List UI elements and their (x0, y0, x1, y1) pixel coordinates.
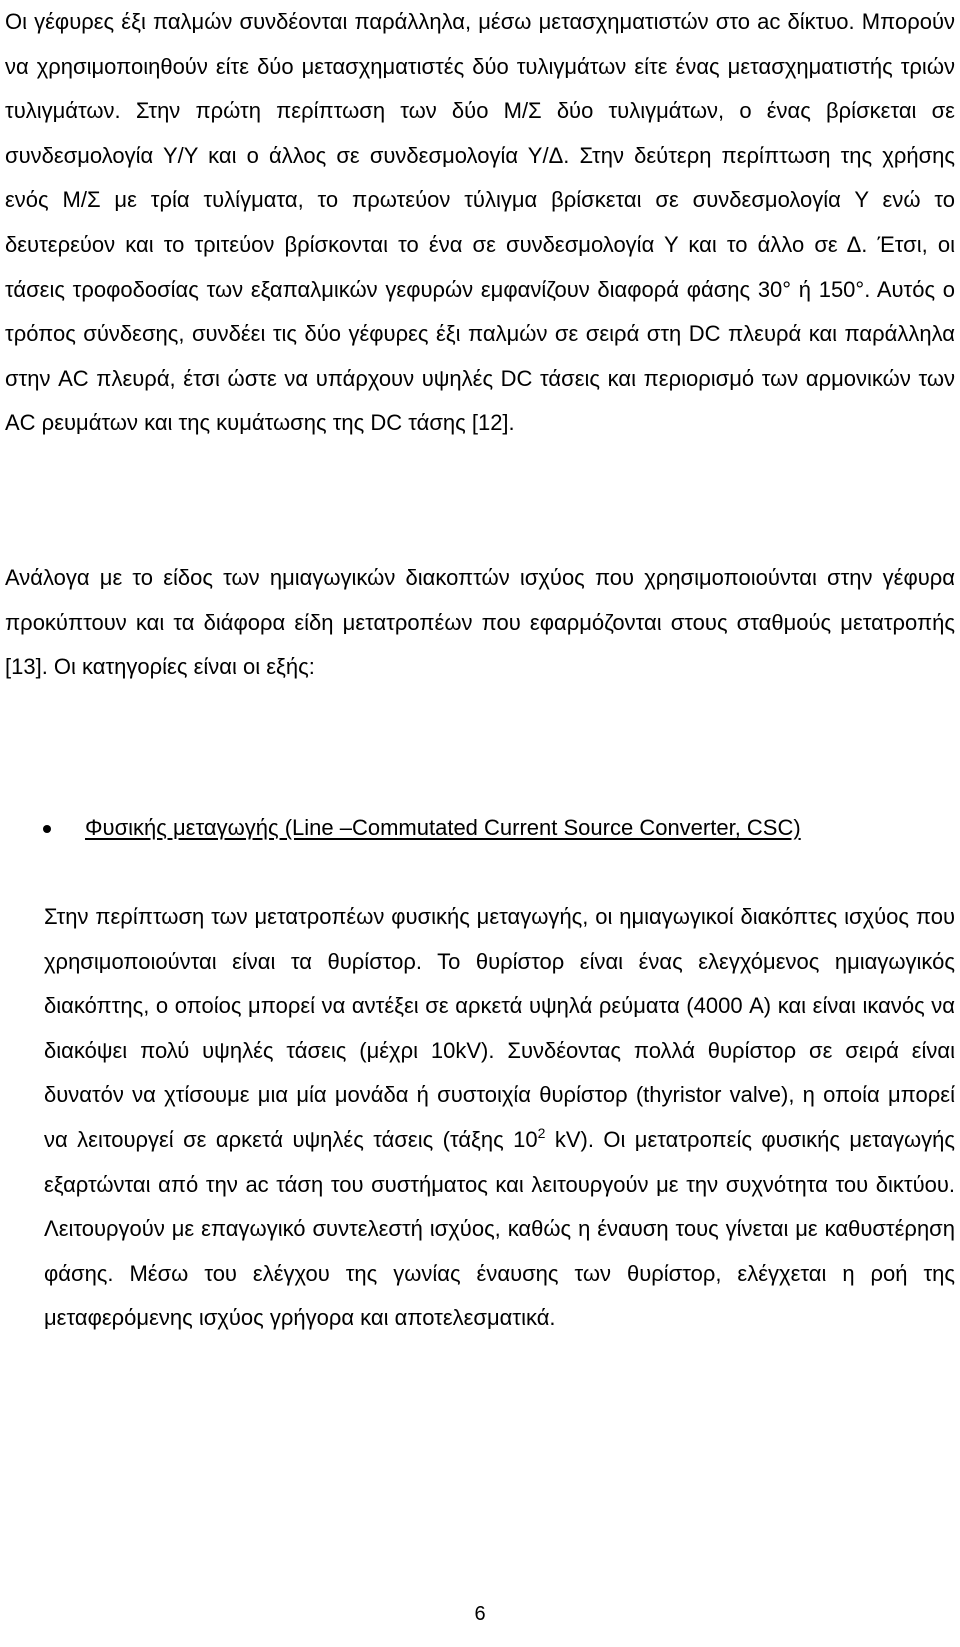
paragraph-bridge-connection: Οι γέφυρες έξι παλμών συνδέονται παράλληλα, μέσω μετασχηματιστών στο ac δίκτυο. Μπορούν να χρησιμοποιηθούν είτε δύο μετασχηματιστές δύο τυλιγμάτων είτε ένας μετασχηματιστής τριών τυλιγμάτων. Στην πρώτη περίπτωση των δύο Μ/Σ δύο τυλιγμάτων, ο ένας βρίσκεται σε συνδεσμολογία Υ/Υ και ο άλλος σε συνδεσμολογία Υ/Δ. Στην δεύτερη περίπτωση της χρήσης ενός Μ/Σ με τρία τυλίγματα, το πρωτεύον τύλιγμα βρίσκεται σε συνδεσμολογία Υ ενώ το δευτερεύον και το τριτεύον βρίσκονται το ένα σε συνδεσμολογία Υ και το άλλο σε Δ. Έτσι, οι τάσεις τροφοδοσίας των εξαπαλμικών γεφυρών εμφανίζουν διαφορά φάσης 30° ή 150°. Αυτός ο τρόπος σύνδεσης, συνδέει τις δύο γέφυρες έξι παλμών σε σειρά στη DC πλευρά και παράλληλα στην AC πλευρά, έτσι ώστε να υπάρχουν υψηλές DC τάσεις και περιορισμό των αρμονικών των AC ρευμάτων και της κυμάτωσης της DC τάσης [12]. (5, 9, 955, 436)
superscript-exponent: 2 (537, 1124, 546, 1141)
bullet-icon (43, 825, 51, 833)
paragraph-converter-categories: Ανάλογα με το είδος των ημιαγωγικών διακοπτών ισχύος που χρησιμοποιούνται στην γέφυρα προκύπτουν και τα διάφορα είδη μετατροπέων που εφαρμόζονται στους σταθμούς μετατροπής [13]. Οι κατηγορίες είναι οι εξής: (5, 565, 955, 680)
page-number: 6 (474, 1603, 486, 1625)
paragraph-line-commutated-converters (44, 895, 955, 1341)
paragraph-text-part-1: Στην περίπτωση των μετατροπέων φυσικής μεταγωγής, οι ημιαγωγικοί διακόπτες ισχύος που χρησιμοποιούνται είναι τα θυρίστορ. Το θυρίστορ είναι ένας ελεγχόμενος ημιαγωγικός διακόπτης, ο οποίος μπορεί να αντέξει σε αρκετά υψηλά ρεύματα (4000 A) και είναι ικανός να διακόψει πολύ υψηλές τάσεις (μέχρι 10kV). Συνδέοντας πολλά θυρίστορ σε σειρά είναι δυνατόν να χτίσουμε μια μία μονάδα ή συστοιχία θυρίστορ (thyristor valve), η οποία μπορεί να λειτουργεί σε αρκετά υψηλές τάσεις (τάξης 10 (44, 904, 955, 1152)
paragraph-text-part-2: kV). Οι μετατροπείς φυσικής μεταγωγής εξαρτώνται από την ac τάση του συστήματος και λειτουργούν με την συχνότητα του δικτύου. Λειτουργούν με επαγωγικό συντελεστή ισχύος, καθώς η έναυση τους γίνεται με καθυστέρηση φάσης. Μέσω του ελέγχου της γωνίας έναυσης των θυρίστορ, ελέγχεται η ροή της μεταφερόμενης ισχύος γρήγορα και αποτελεσματικά. (44, 1126, 955, 1331)
bullet-heading-csc: Φυσικής μεταγωγής (Line –Commutated Current Source Converter, CSC) (85, 815, 801, 840)
